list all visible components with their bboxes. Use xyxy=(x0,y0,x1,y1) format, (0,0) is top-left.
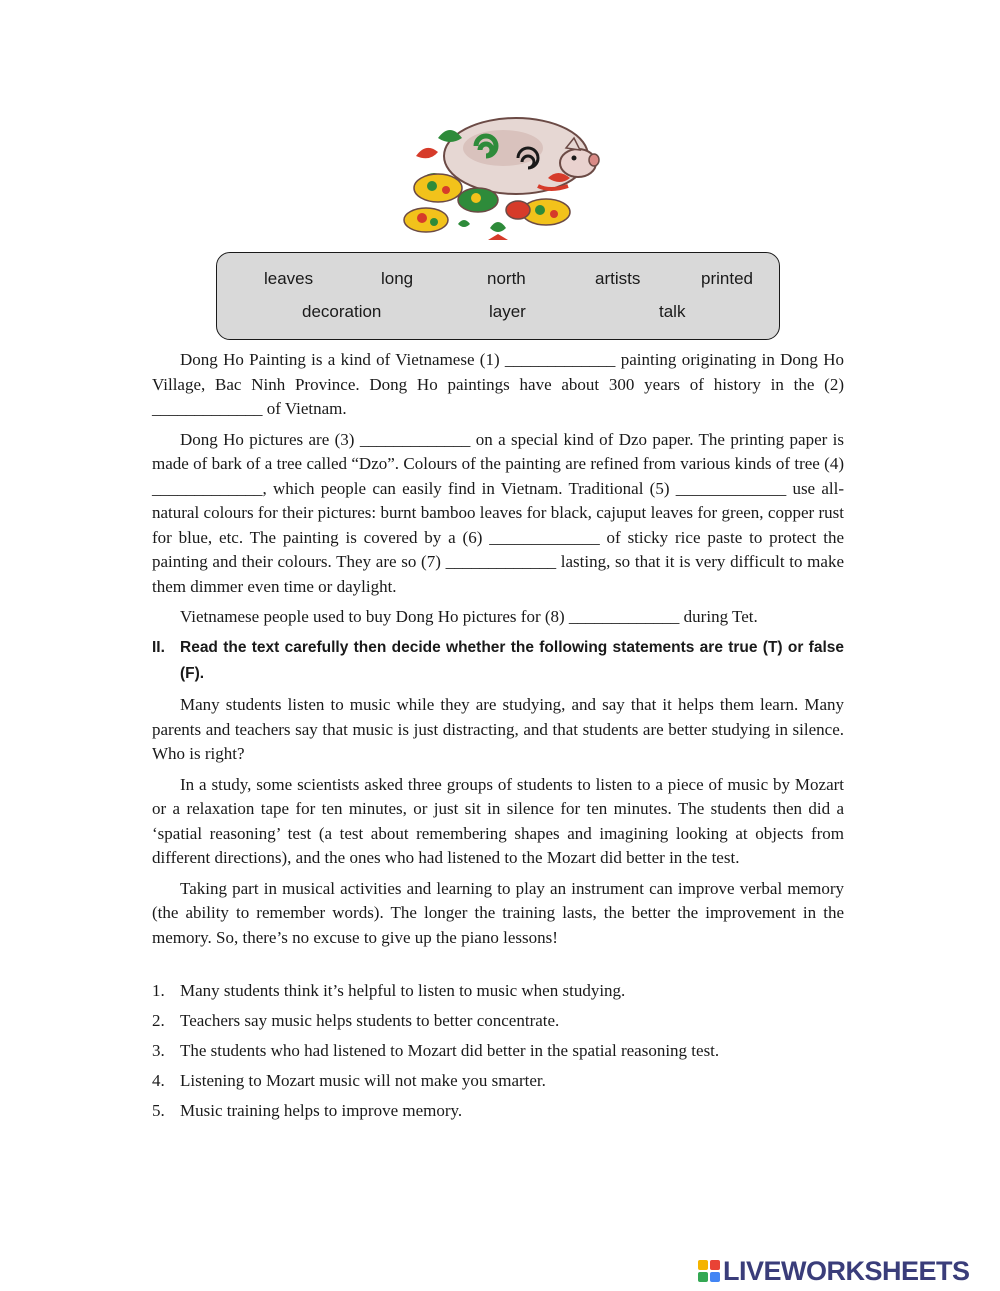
statement-list xyxy=(152,978,844,1128)
passage-music xyxy=(152,693,844,956)
passage1-paragraph-3: Vietnamese people used to buy Dong Ho pictures for (8) _____________ during Tet. xyxy=(180,607,758,626)
word-layer: layer xyxy=(489,302,526,321)
statement-text: Listening to Mozart music will not make you smarter. xyxy=(180,1071,546,1090)
statement-text: Teachers say music helps students to better concentrate. xyxy=(180,1011,560,1030)
statement-item xyxy=(152,1098,844,1128)
statement-item xyxy=(152,1068,844,1098)
statement-item xyxy=(152,978,844,1008)
passage1-paragraph-1: Dong Ho Painting is a kind of Vietnamese (1) _____________ painting originating in Dong Ho Village, Bac Ninh Province. Dong Ho paintings have about 300 years of history in the (2) _____________ of Vietnam. xyxy=(152,350,844,418)
logo-tile xyxy=(710,1272,720,1282)
dong-ho-pig-painting xyxy=(398,108,604,244)
passage-dong-ho xyxy=(152,348,844,636)
section-2-instruction: Read the text carefully then decide whether the following statements are true (T) or false (F). xyxy=(180,639,844,682)
section-2-number: II. xyxy=(152,639,165,656)
statement-item xyxy=(152,1038,844,1068)
word-north: north xyxy=(487,269,526,288)
passage2-paragraph-3: Taking part in musical activities and learning to play an instrument can improve verbal memory (the ability to remember words). The longer the training lasts, the better the improvement in the memory. So, there’s no excuse to give up the piano lessons! xyxy=(152,878,844,947)
logo-tile xyxy=(710,1260,720,1270)
logo-tile xyxy=(698,1260,708,1270)
statement-number: 4. xyxy=(152,1071,165,1090)
word-leaves: leaves xyxy=(264,269,314,288)
statement-number: 1. xyxy=(152,981,165,1000)
passage2-paragraph-2: In a study, some scientists asked three groups of students to listen to a piece of music by Mozart or a relaxation tape for ten minutes, or just sit in silence for ten minutes. The students then did a ‘spatial reasoning’ test (a test about remembering shapes and imagining looking at objects from different directions), and the ones who had listened to the Mozart did better in the test. xyxy=(152,774,844,867)
statement-number: 3. xyxy=(152,1041,165,1060)
word-decoration: decoration xyxy=(302,302,382,321)
word-printed: printed xyxy=(701,269,753,288)
statement-number: 2. xyxy=(152,1011,165,1030)
passage1-paragraph-2: Dong Ho pictures are (3) _____________ on a special kind of Dzo paper. The printing paper is made of bark of a tree called “Dzo”. Colours of the painting are refined from various kinds of tree (4) _____________, which people can easily find in Vietnam. Traditional (5) _____________ use all-natural colours for their pictures: burnt bamboo leaves for black, cajuput leaves for green, copper rust for blue, etc. The painting is covered by a (6) _____________ of sticky rice paste to protect the painting and their colours. They are so (7) _____________ lasting, so that it is very difficult to make them dimmer even time or daylight. xyxy=(152,429,844,596)
passage2-paragraph-1: Many students listen to music while they are studying, and say that it helps them learn. Many parents and teachers say that music is just distracting, and that students are better studying in silence. Who is right? xyxy=(152,695,844,763)
statement-text: The students who had listened to Mozart did better in the spatial reasoning test. xyxy=(180,1041,720,1060)
statement-item xyxy=(152,1008,844,1038)
statement-text: Music training helps to improve memory. xyxy=(180,1101,463,1120)
word-artists: artists xyxy=(595,269,641,288)
word-bank-box xyxy=(216,252,780,340)
logo-tiles-icon xyxy=(698,1260,720,1282)
logo-tile xyxy=(698,1272,708,1282)
word-talk: talk xyxy=(659,302,686,321)
section-2-heading xyxy=(152,635,844,687)
statement-number: 5. xyxy=(152,1101,165,1120)
liveworksheets-logo xyxy=(698,1256,970,1286)
statement-text: Many students think it’s helpful to listen to music when studying. xyxy=(180,981,626,1000)
word-long: long xyxy=(381,269,414,288)
logo-text: LIVEWORKSHEETS xyxy=(723,1255,970,1286)
